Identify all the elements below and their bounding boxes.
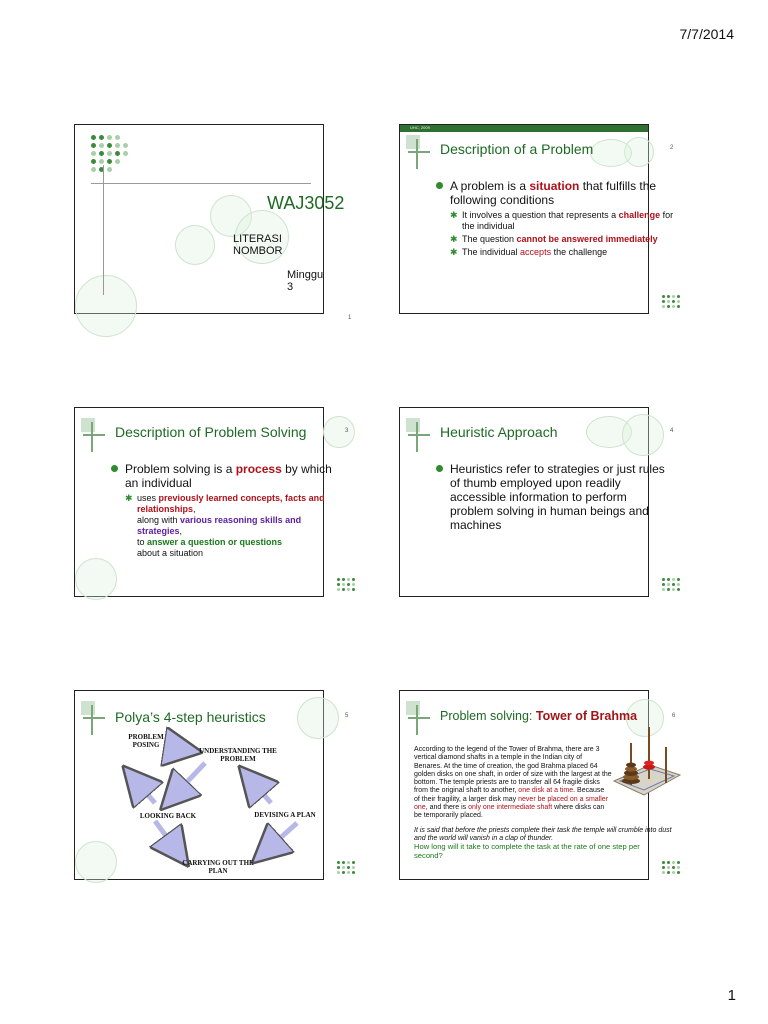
node-problem-posing: PROBLEM POSING (128, 733, 164, 749)
week-label: Minggu 3 (287, 269, 324, 293)
slide-number: 4 (670, 428, 674, 434)
sub-bullet-uses: ✱ uses previously learned concepts, facts and relationships, along with various reasoning skills and strategies, to answer a question or questions about a situation (125, 493, 325, 558)
slide-number: 3 (345, 428, 349, 434)
slide-5 (74, 690, 349, 880)
slide-title: Polya’s 4-step heuristics (115, 709, 266, 725)
dots-decoration (91, 135, 128, 172)
slide-6 (399, 690, 676, 880)
node-carrying-out: CARRYING OUT THE PLAN (182, 859, 254, 875)
node-looking-back: LOOKING BACK (139, 812, 197, 820)
sub-bullet-immediately: ✱ The question cannot be answered immediately (450, 234, 658, 244)
course-name: LITERASI NOMBOR (233, 233, 283, 257)
course-code: WAJ3052 (267, 193, 345, 213)
bullet-problem-solving: Problem solving is a process by which an individual ✱ uses previously learned concepts, facts and relationships, along with various reasoning skills and strategies, to answer a question or questions about a situation (111, 462, 333, 559)
topbar-label: UHC, 2009 (410, 125, 430, 130)
slide-1 (74, 124, 352, 321)
sub-bullet-challenge: ✱ It involves a question that represents a challenge for the individual (450, 210, 674, 231)
polya-cycle-diagram (75, 691, 325, 881)
bullet-problem: A problem is a situation that fulfills the following conditions ✱ It involves a question that represents a challenge for the individual ✱ The question cannot be answered immediately ✱ The individual accepts the challenge (436, 179, 676, 258)
page-number: 1 (727, 987, 736, 1004)
slide-number: 5 (345, 713, 349, 719)
node-understanding: UNDERSTANDING THE PROBLEM (199, 747, 277, 763)
node-devising: DEVISING A PLAN (254, 811, 316, 819)
sub-bullet-accepts: ✱ The individual accepts the challenge (450, 247, 608, 257)
slide-number: 6 (672, 713, 676, 719)
slide-number: 1 (348, 315, 352, 321)
dots-decoration (662, 861, 680, 874)
dots-decoration (662, 295, 680, 308)
dots-decoration (337, 578, 355, 591)
slide-2 (399, 124, 674, 314)
tower-of-hanoi-image (610, 721, 680, 801)
tower-question: How long will it take to complete the task at the rate of one step per second? (414, 842, 640, 860)
slide-title: Heuristic Approach (440, 424, 558, 440)
slide-number: 2 (670, 145, 674, 151)
dots-decoration (337, 861, 355, 874)
slide-title: Description of a Problem (440, 141, 594, 157)
slide-title: Description of Problem Solving (115, 424, 307, 440)
dots-decoration (662, 578, 680, 591)
slide-title: Problem solving: Tower of Brahma (440, 709, 638, 723)
bullet-heuristics: Heuristics refer to strategies or just rules of thumb employed upon readily accessible information to perform problem solving in human beings and machines (436, 462, 666, 532)
slide-3 (74, 407, 349, 597)
tower-legend-text: According to the legend of the Tower of Brahma, there are 3 vertical diamond shafts in a temple in the Indian city of Benares. At the time of creation, the god Brahma placed 64 golden disks on one shaft, in order of size with the largest at the bottom. The temple priests are to transfer all 64 fragile disks from the original shaft to another, one disk at a time. Because of their fragility, a larger disk may never be placed on a smaller one, and there is only one intermediate shaft where disks can be temporarily placed. It is said that before the priests complete their task the temple will crumble into dust and the world will vanish in a clap of thunder. How long will it take to complete the task at the rate of one step per second? (414, 746, 684, 860)
page-date: 7/7/2014 (679, 26, 734, 42)
slide-4 (399, 407, 674, 597)
legend-italic: It is said that before the priests complete their task the temple will crumble into dust and the world will vanish in a clap of thunder. (414, 826, 672, 842)
